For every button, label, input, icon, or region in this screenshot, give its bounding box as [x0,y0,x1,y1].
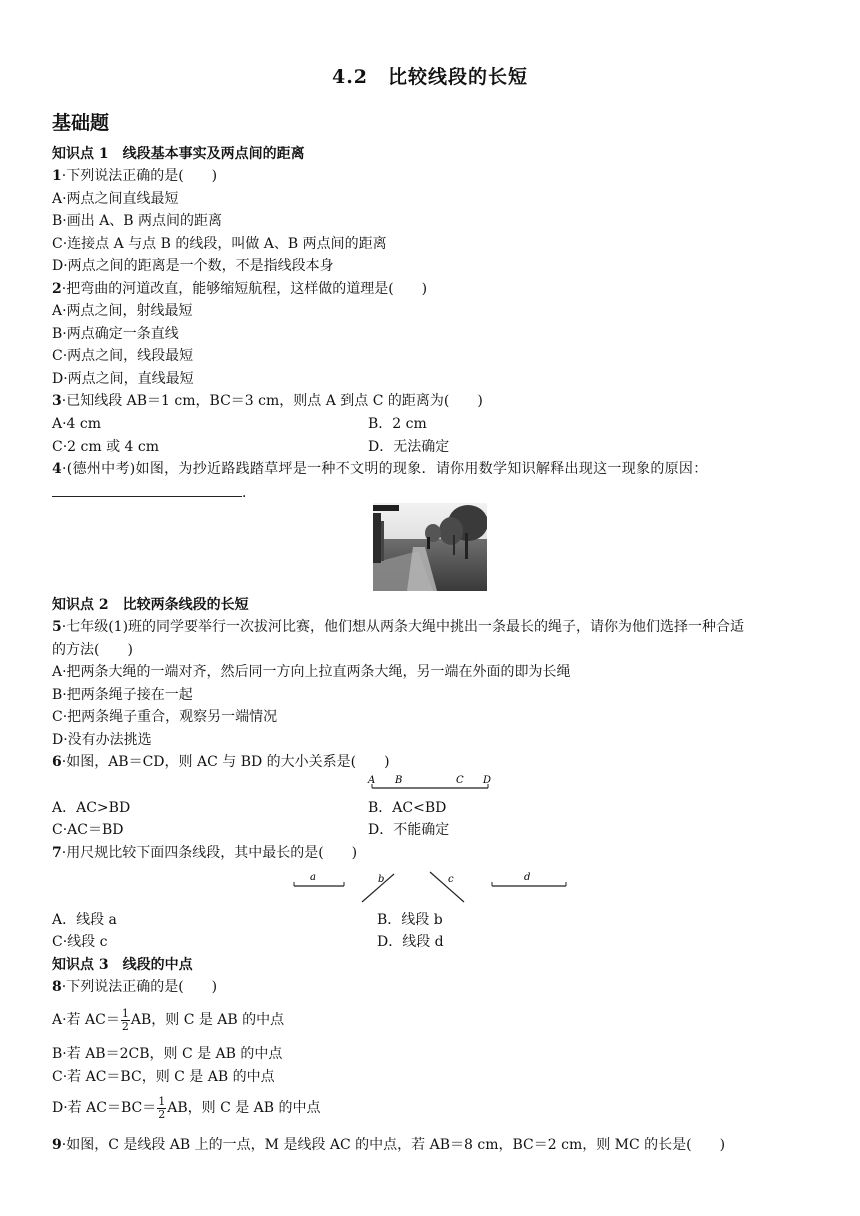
q7-options-row1 [52,910,820,930]
page-title: 4.2 比较线段的长短 [331,66,529,88]
q9-stem: 9·如图，C 是线段 AB 上的一点，M 是线段 AC 的中点，若 AB＝8 cm，BC＝2 cm，则 MC 的长是( ) [52,1137,726,1153]
label-b: b [378,874,385,885]
q6-option-a: A．AC>BD [52,800,131,816]
q3-options-row2 [52,437,820,457]
q7-option-c: C·线段 c [52,934,108,950]
q5-option-d: D·没有办法挑选 [52,732,152,748]
label-c: c [448,874,454,885]
q3-option-c: C·2 cm 或 4 cm [52,439,160,455]
q6-option-c: C·AC＝BD [52,822,124,838]
q2-option-d: D·两点之间，直线最短 [52,371,194,387]
label-a: a [310,872,316,883]
q7-option-a: A．线段 a [52,912,117,928]
segment-c [430,872,464,902]
q1-option-b: B·画出 A、B 两点间的距离 [52,213,223,229]
fraction-one-half: $\frac{1}{2}$ [121,1006,129,1033]
q6-options-row2 [52,820,820,840]
q6-stem: 6·如图，AB＝CD，则 AC 与 BD 的大小关系是( ) [52,754,390,770]
q1-option-c: C·连接点 A 与点 B 的线段，叫做 A、B 两点间的距离 [52,236,387,252]
q5-stem: 5·七年级(1)班的同学要举行一次拔河比赛，他们想从两条大绳中挑出一条最长的绳子，请你为他们选择一种合适 [52,619,745,635]
q3-stem: 3·已知线段 AB＝1 cm，BC＝3 cm，则点 A 到点 C 的距离为( ) [52,393,483,409]
label-b: B [395,775,403,786]
q6-option-b: B．AC<BD [368,800,447,816]
q6-segment-figure [364,772,498,796]
q7-option-b: B．线段 b [377,912,443,928]
q7-option-d: D．线段 d [377,934,444,950]
q5-option-a: A·把两条大绳的一端对齐，然后同一方向上拉直两条大绳，另一端在外面的即为长绳 [52,664,571,680]
q6-option-d: D．不能确定 [368,822,450,838]
q7-stem: 7·用尺规比较下面四条线段，其中最长的是( ) [52,845,358,861]
label-c: C [456,775,464,786]
q3-options-row1 [52,414,820,434]
q7-segments-figure [288,866,572,906]
q2-option-b: B·两点确定一条直线 [52,326,179,342]
q2-option-c: C·两点之间，线段最短 [52,348,194,364]
q3-option-d: D．无法确定 [368,439,450,455]
q8-option-b: B·若 AB＝2CB，则 C 是 AB 的中点 [52,1046,283,1062]
fraction-one-half: $\frac{1}{2}$ [158,1094,166,1121]
q8-option-a: A·若 AC＝ $\frac{1}{2}$ AB，则 C 是 AB 的中点 [52,1006,285,1033]
q2-stem: 2·把弯曲的河道改直，能够缩短航程，这样做的道理是( ) [52,281,428,297]
q5-stem-cont: 的方法( ) [52,642,133,658]
q5-option-c: C·把两条绳子重合，观察另一端情况 [52,709,278,725]
q1-option-a: A·两点之间直线最短 [52,191,179,207]
label-d: d [524,872,531,883]
answer-blank[interactable] [52,482,242,497]
knowledge-point-3: 知识点 3 线段的中点 [52,957,193,973]
q1-option-d: D·两点之间的距离是一个数，不是指线段本身 [52,258,334,274]
section-heading: 基础题 [52,112,110,134]
label-d: D [483,775,492,786]
q8-option-d: D·若 AC＝BC＝ $\frac{1}{2}$ AB，则 C 是 AB 的中点 [52,1094,321,1121]
q5-option-b: B·把两条绳子接在一起 [52,687,193,703]
q3-option-b: B．2 cm [368,416,427,432]
knowledge-point-1: 知识点 1 线段基本事实及两点间的距离 [52,146,305,162]
q4-answer-line: ． [52,482,820,503]
q8-option-c: C·若 AC＝BC，则 C 是 AB 的中点 [52,1069,275,1085]
q4-stem: 4·(德州中考)如图，为抄近路践踏草坪是一种不文明的现象．请你用数学知识解释出现这一现象的原因： [52,461,708,477]
lawn-path-photo [373,503,487,591]
q6-options-row1 [52,798,820,818]
q1-stem: 1·下列说法正确的是( ) [52,168,218,184]
q3-option-a: A·4 cm [52,416,102,432]
knowledge-point-2: 知识点 2 比较两条线段的长短 [52,597,249,613]
q2-option-a: A·两点之间，射线最短 [52,303,193,319]
label-a: A [368,775,376,786]
q8-stem: 8·下列说法正确的是( ) [52,979,218,995]
q7-options-row2 [52,932,820,952]
